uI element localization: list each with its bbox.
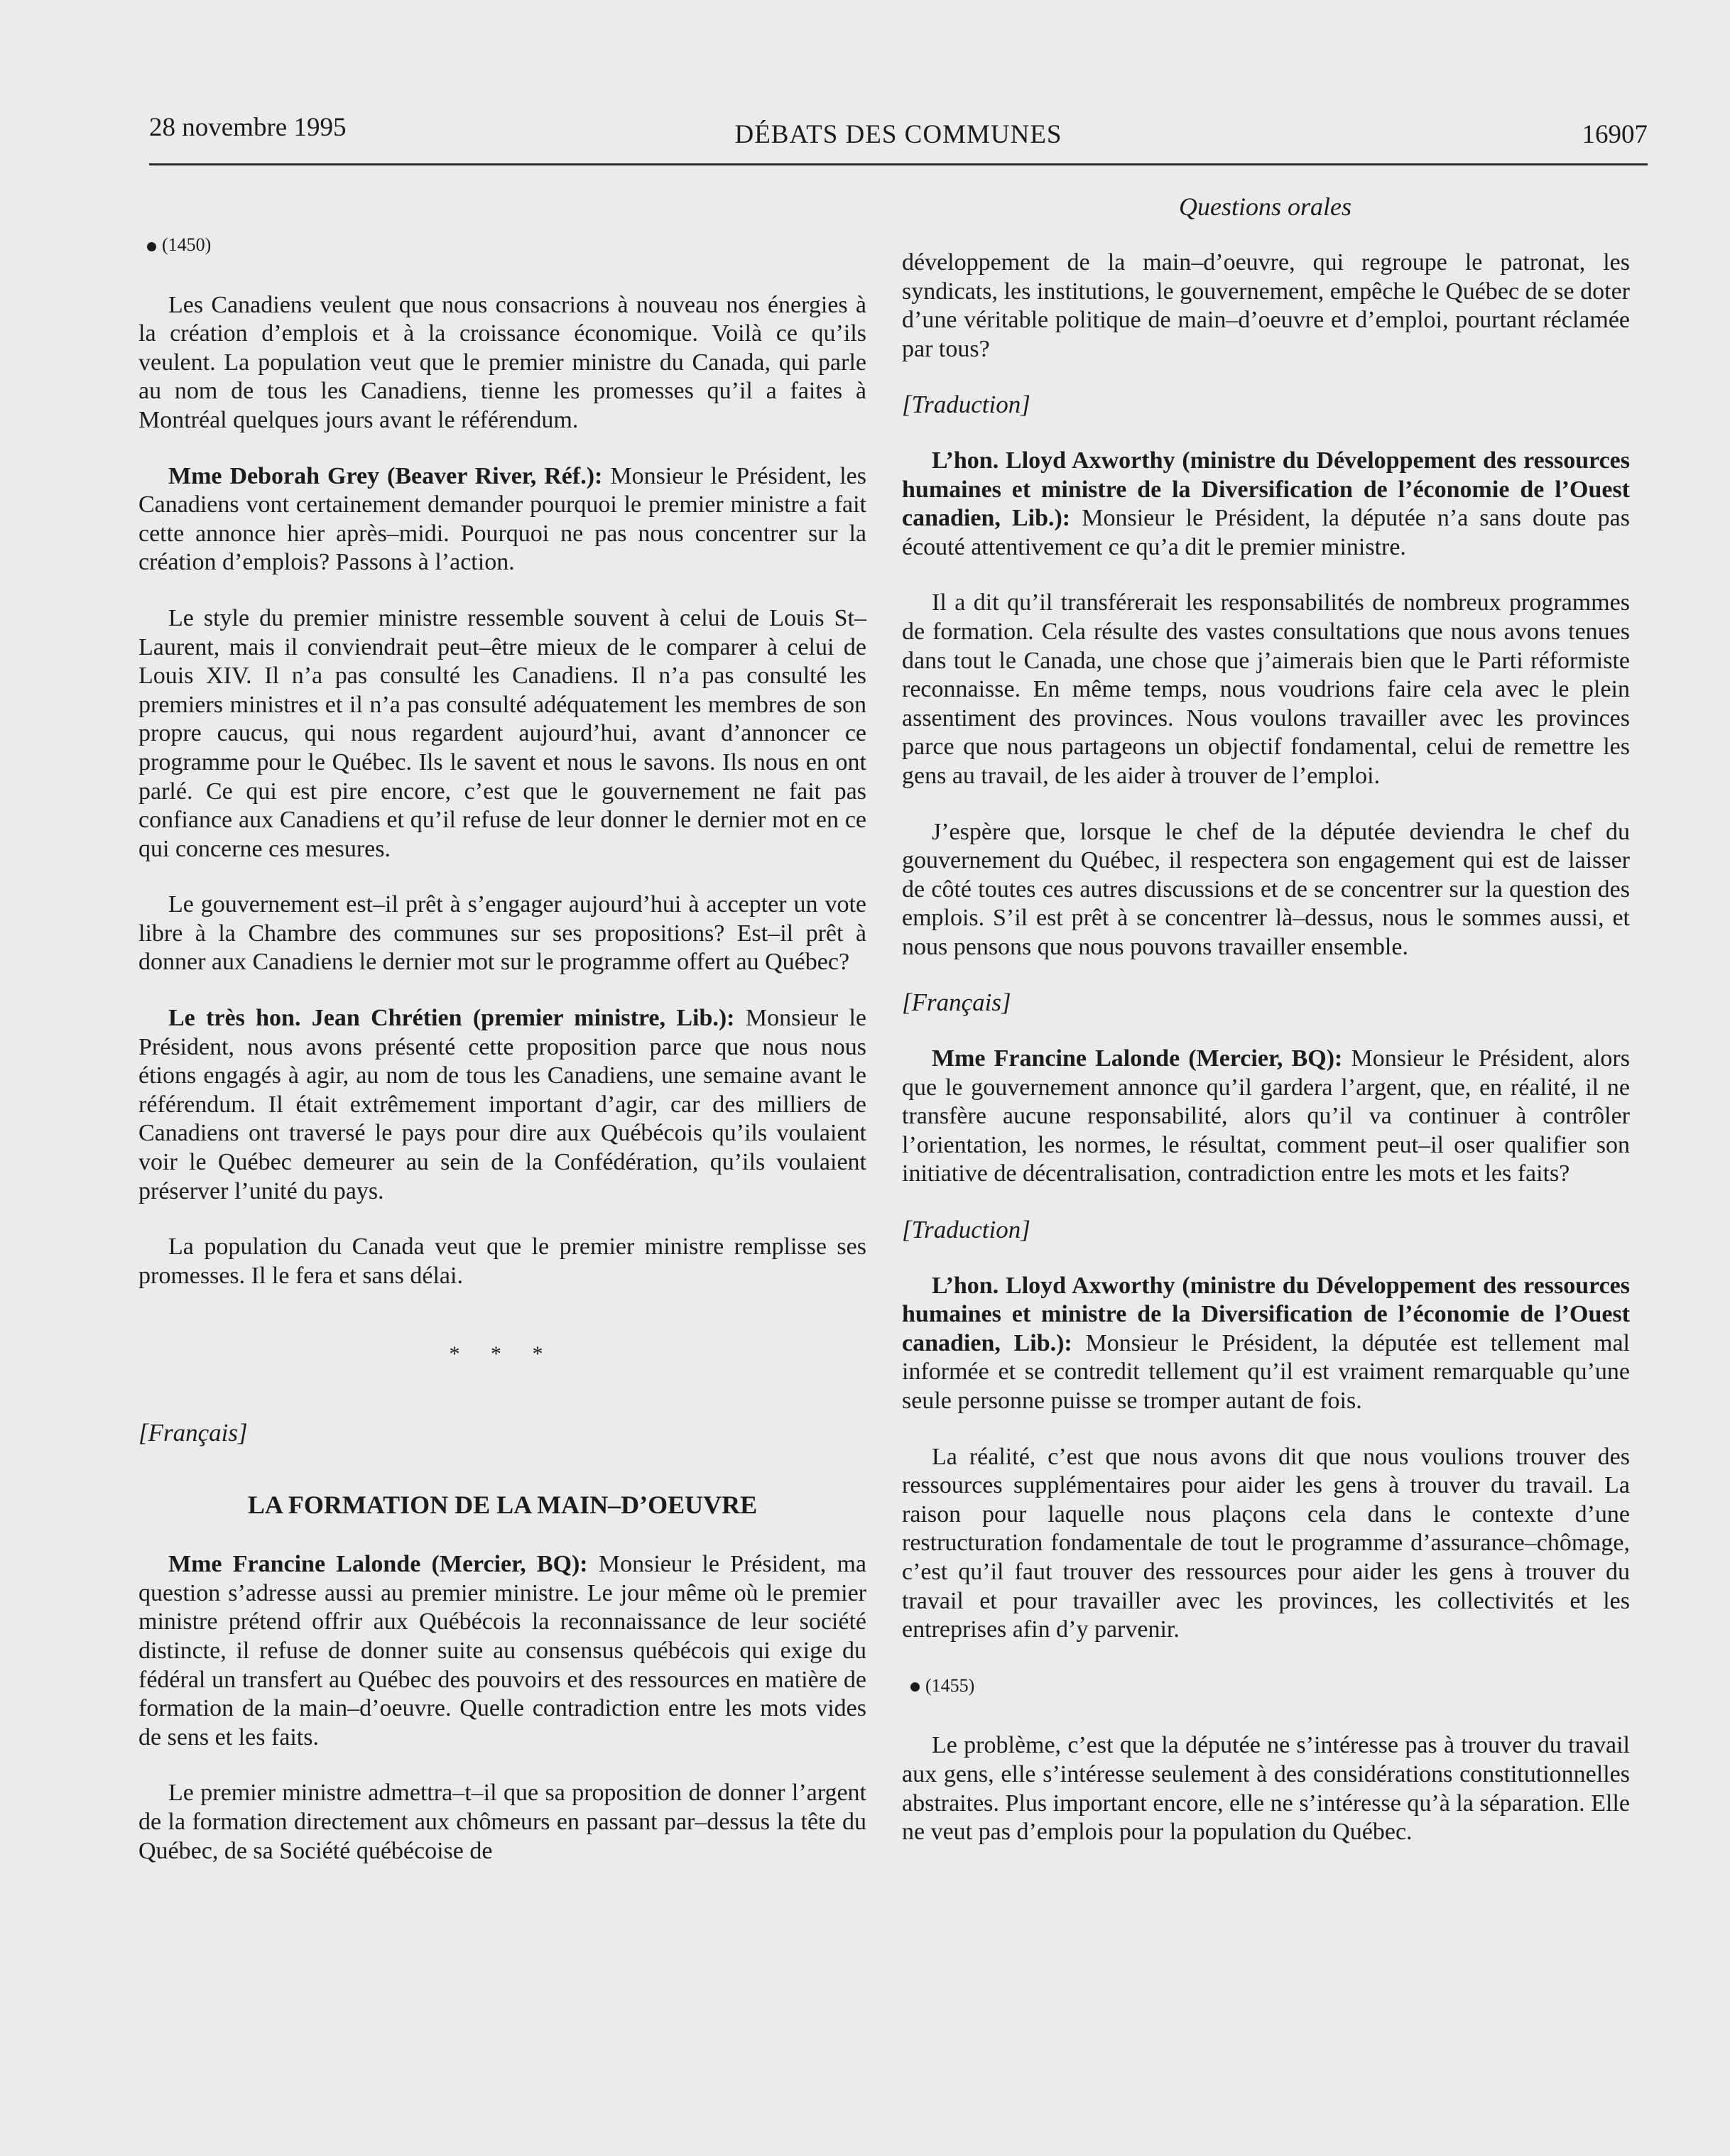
speaker-name: Le très hon. Jean Chrétien (premier ministre, Lib.): bbox=[168, 1005, 735, 1032]
speaker-paragraph bbox=[138, 1550, 866, 1752]
time-marker: (1455) bbox=[910, 1672, 1630, 1701]
paragraph: La réalité, c’est que nous avons dit que nous voulions trouver des ressources supplémentaires pour aider les gens à trouver du travail. La raison pour laquelle nous plaçons cela dans le contexte d’une restructuration fondamentale de tout le programme d’assurance–chômage, c’est qu’il faut trouver des ressources pour aider les gens à trouver du travail et pour travailler avec les provinces, les collectivités et les entreprises afin d’y parvenir. bbox=[902, 1443, 1630, 1643]
header-date: 28 novembre 1995 bbox=[149, 113, 347, 142]
left-column bbox=[138, 231, 866, 1893]
page-header bbox=[149, 107, 1648, 165]
speech-text: Monsieur le Président, ma question s’adresse aussi au premier ministre. Le jour même où le premier ministre prétend offrir aux Québécois la reconnaissance de leur société distincte, il refuse de donner suite au consensus québécois qui exige du fédéral un transfert au Québec des pouvoirs et des ressources en matière de formation de la main–d’oeuvre. Quelle contradiction entre les mots vides de sens et les faits. bbox=[138, 1551, 866, 1751]
paragraph-continued: développement de la main–d’oeuvre, qui regroupe le patronat, les syndicats, les institutions, le gouvernement, empêche le Québec de se doter d’une véritable politique de main–d’oeuvre et d’emploi, pourtant réclamée par tous? bbox=[902, 249, 1630, 362]
separator-stars: * * * bbox=[449, 1342, 556, 1366]
language-note: [Traduction] bbox=[902, 1216, 1030, 1244]
bullet-icon bbox=[147, 242, 156, 251]
speech-text: Monsieur le Président, les Canadiens vont certainement demander pourquoi le premier ministre a fait cette annonce hier après–midi. Pourquoi ne pas nous concentrer sur la création d’emplois? Passons à l’action. bbox=[138, 462, 866, 576]
speaker-paragraph bbox=[902, 1272, 1630, 1416]
speaker-paragraph bbox=[138, 462, 866, 577]
speaker-paragraph bbox=[138, 1004, 866, 1206]
time-marker: (1450) bbox=[147, 231, 866, 260]
right-column bbox=[902, 249, 1630, 1874]
speech-text: Monsieur le Président, alors que le gouvernement annonce qu’il gardera l’argent, que, en réalité, il ne transfère aucune responsabilité, alors qu’il va continuer à contrôler l’orientation, les normes, le résultat, comment peut–il oser qualifier son initiative de décentralisation, contradiction entre les mots et les faits? bbox=[902, 1045, 1630, 1187]
section-running-head: Questions orales bbox=[1179, 192, 1351, 221]
language-note: [Français] bbox=[138, 1419, 248, 1447]
speaker-name: L’hon. Lloyd Axworthy (ministre du Développement des ressources humaines et ministre de la Diversification de l’économie de l’Ouest canadien, Lib.): bbox=[902, 1272, 1630, 1356]
page-number: 16907 bbox=[1582, 120, 1648, 149]
paragraph: La population du Canada veut que le premier ministre remplisse ses promesses. Il le fera et sans délai. bbox=[138, 1234, 866, 1289]
speech-text: Monsieur le Président, la députée n’a sans doute pas écouté attentivement ce qu’a dit le premier ministre. bbox=[902, 505, 1630, 560]
speaker-name: L’hon. Lloyd Axworthy (ministre du Développement des ressources humaines et ministre de la Diversification de l’économie de l’Ouest canadien, Lib.): bbox=[902, 447, 1630, 532]
language-note: [Français] bbox=[902, 989, 1011, 1017]
speech-text: Monsieur le Président, nous avons présenté cette proposition parce que nous nous étions engagés à agir, au nom de tous les Canadiens, une semaine avant le référendum. Il était extrêmement important d’agir, car des milliers de Canadiens ont traversé le pays pour dire aux Québécois qu’ils voulaient voir le Québec demeurer au sein de la Confédération, qu’ils voulaient préserver l’unité du pays. bbox=[138, 1005, 867, 1204]
speech-text: Monsieur le Président, la députée est tellement mal informée et se contredit tellement qu’il est vraiment remarquable qu’une seule personne puisse se tromper autant de fois. bbox=[902, 1329, 1630, 1414]
section-title: LA FORMATION DE LA MAIN–D’OEUVRE bbox=[247, 1490, 758, 1519]
language-note: [Traduction] bbox=[902, 391, 1030, 419]
speaker-name: Mme Francine Lalonde (Mercier, BQ): bbox=[932, 1045, 1343, 1072]
paragraph: Les Canadiens veulent que nous consacrions à nouveau nos énergies à la création d’emplois et à la croissance économique. Voilà ce qu’ils veulent. La population veut que le premier ministre du Canada, qui parle au nom de tous les Canadiens, tienne les promesses qu’il a faites à Montréal quelques jours avant le référendum. bbox=[138, 291, 866, 433]
header-title: DÉBATS DES COMMUNES bbox=[734, 120, 1062, 149]
speaker-paragraph bbox=[902, 447, 1630, 562]
paragraph: Il a dit qu’il transférerait les responsabilités de nombreux programmes de formation. Cela résulte des vastes consultations que nous avons tenues dans tout le Canada, une chose que j’aimerais bien que le Parti réformiste reconnaisse. En même temps, nous voudrions faire cela avec le plein assentiment des provinces. Nous voulons travailler avec les provinces parce que nous partageons un objectif fondamental, celui de remettre les gens au travail, de les aider à trouver de l’emploi. bbox=[902, 589, 1630, 789]
speaker-name: Mme Francine Lalonde (Mercier, BQ): bbox=[168, 1551, 588, 1578]
paragraph: Le problème, c’est que la députée ne s’intéresse pas à trouver du travail aux gens, elle s’intéresse seulement à des considérations constitutionnelles abstraites. Plus important encore, elle ne s’intéresse qu’à la séparation. Elle ne veut pas d’emplois pour la population du Québec. bbox=[902, 1732, 1630, 1846]
paragraph: Le premier ministre admettra–t–il que sa proposition de donner l’argent de la formation directement aux chômeurs en passant par–dessus la tête du Québec, de sa Société québécoise de bbox=[138, 1780, 866, 1864]
speaker-name: Mme Deborah Grey (Beaver River, Réf.): bbox=[168, 462, 603, 489]
speaker-paragraph bbox=[902, 1045, 1630, 1189]
bullet-icon bbox=[910, 1682, 920, 1692]
paragraph: J’espère que, lorsque le chef de la députée deviendra le chef du gouvernement du Québec, il respectera son engagement qui est de laisser de côté toutes ces autres discussions et de se concentrer sur la question des emplois. S’il est prêt à se concentrer là–dessus, nous le sommes aussi, et nous pensons que nous pouvons travailler ensemble. bbox=[902, 818, 1630, 960]
paragraph: Le style du premier ministre ressemble souvent à celui de Louis St–Laurent, mais il conviendrait peut–être mieux de le comparer à celui de Louis XIV. Il n’a pas consulté les Canadiens. Il n’a pas consulté les premiers ministres et il n’a pas consulté adéquatement les membres de son propre caucus, qui nous regardent aujourd’hui, avant d’annoncer ce programme pour le Québec. Ils le savent et nous le savons. Ils nous en ont parlé. Ce qui est pire encore, c’est que le gouvernement ne fait pas confiance aux Canadiens et qu’il refuse de leur donner le dernier mot en ce qui concerne ces mesures. bbox=[138, 604, 866, 862]
paragraph: Le gouvernement est–il prêt à s’engager aujourd’hui à accepter un vote libre à la Chambre des communes sur ses propositions? Est–il prêt à donner aux Canadiens le dernier mot sur le programme offert au Québec? bbox=[138, 891, 866, 976]
